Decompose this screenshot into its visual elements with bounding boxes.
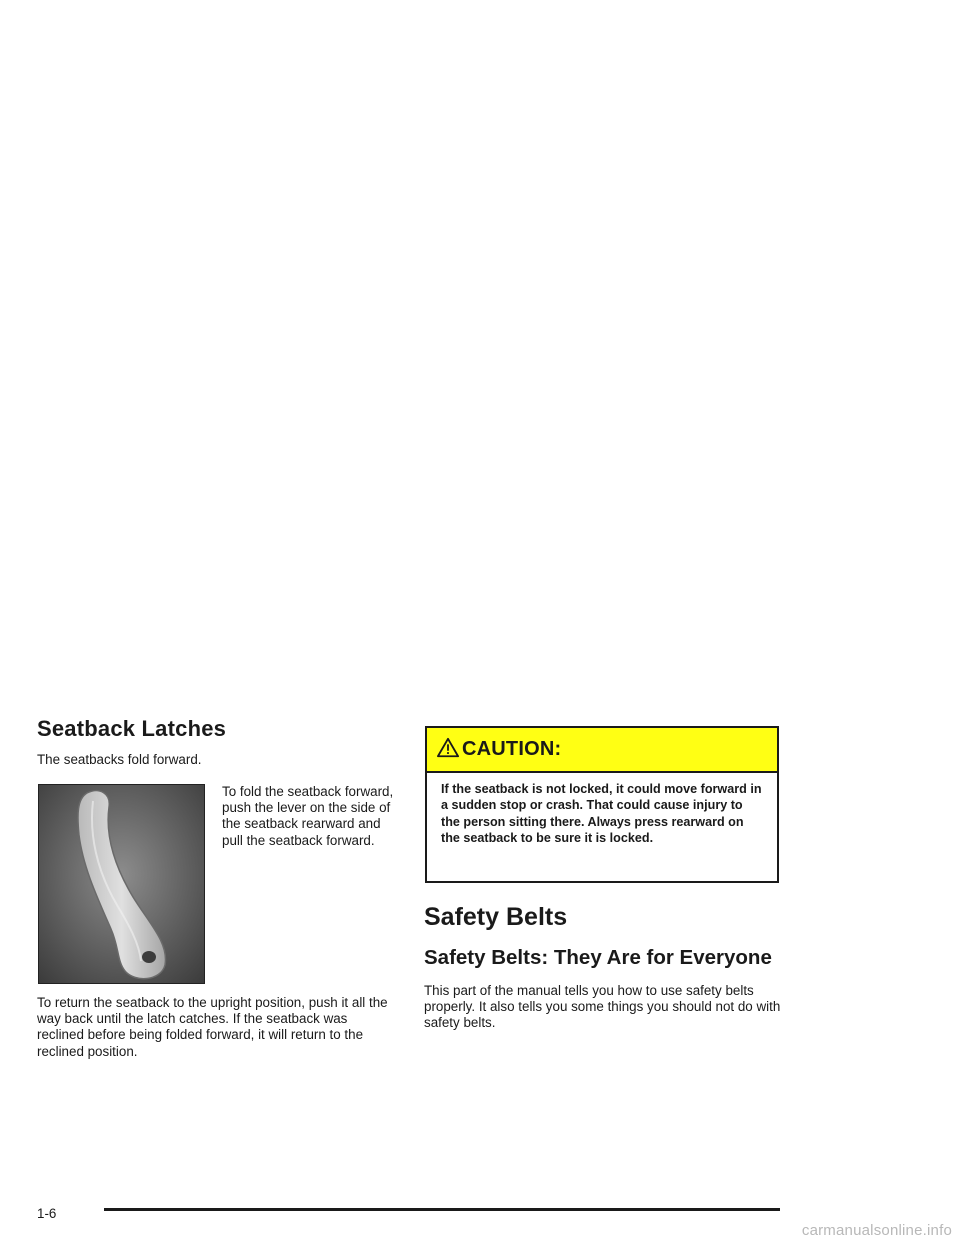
intro-paragraph: The seatbacks fold forward. <box>37 752 202 767</box>
safety-belts-paragraph: This part of the manual tells you how to use safety belts properly. It also tells you some things you should not do with safety belts. <box>424 983 781 1031</box>
section-heading-safety-belts: Safety Belts <box>424 903 568 931</box>
seatback-lever-photo <box>38 784 205 984</box>
warning-triangle-icon <box>437 737 459 759</box>
watermark: carmanualsonline.info <box>801 1222 952 1239</box>
return-instructions: To return the seatback to the upright position, push it all the way back until the latch catches. If the seatback was reclined before being folded forward, it will return to the reclined position. <box>37 995 388 1059</box>
caution-header <box>427 728 777 773</box>
caution-box <box>425 726 779 883</box>
caution-title: CAUTION: <box>462 738 562 760</box>
subheading-safety-belts-everyone: Safety Belts: They Are for Everyone <box>424 946 772 969</box>
caution-text: If the seatback is not locked, it could move forward in a sudden stop or crash. That could cause injury to the person sitting there. Always press rearward on the seatback to be sure it is locked. <box>441 782 762 845</box>
page-number: 1-6 <box>37 1206 57 1221</box>
fold-instructions: To fold the seatback forward, push the lever on the side of the seatback rearward and pull the seatback forward. <box>222 784 394 848</box>
section-heading-seatback-latches: Seatback Latches <box>37 716 227 741</box>
footer-rule <box>104 1208 780 1211</box>
